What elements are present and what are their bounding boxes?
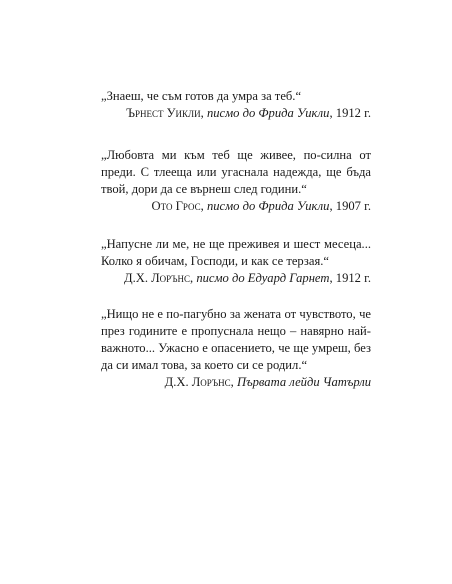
epigraph-attribution: Ото Грос, писмо до Фрида Уикли, 1907 г. (151, 199, 371, 213)
attribution-year: , 1912 г. (329, 106, 371, 120)
attribution-work: писмо до Фрида Уикли (206, 106, 330, 120)
attribution-author: Д.Х. Лорънс (164, 375, 231, 389)
epigraph-attribution: Д.Х. Лорънс, писмо до Едуард Гарнет, 1912 г. (123, 271, 371, 285)
epigraph-1 (101, 88, 371, 122)
epigraph-quote: „Любовта ми към теб ще живее, по-силна от преди. С тлееща или угаснала надежда, ще бъда твой, дори да се върнеш след години.“ (101, 148, 371, 196)
epigraph-attribution: Ърнест Уикли, писмо до Фрида Уикли, 1912 г. (126, 106, 371, 120)
attribution-author: Ърнест Уикли (126, 106, 201, 120)
epigraph-2 (101, 147, 371, 215)
attribution-work: Първата лейди Чатърли (236, 375, 371, 389)
attribution-work: писмо до Фрида Уикли (206, 199, 330, 213)
epigraph-3 (101, 236, 371, 287)
epigraph-quote: „Знаеш, че съм готов да умра за теб.“ (101, 89, 302, 103)
attribution-year: , 1907 г. (329, 199, 371, 213)
attribution-author: Ото Грос (151, 199, 201, 213)
epigraph-attribution: Д.Х. Лорънс, Първата лейди Чатърли (164, 375, 371, 389)
epigraph-quote: „Напусне ли ме, не ще преживея и шест месеца... Колко я обичам, Господи, и как се терзая.“ (101, 237, 371, 268)
attribution-author: Д.Х. Лорънс (123, 271, 191, 285)
epigraph-4 (101, 306, 371, 391)
epigraph-quote: „Нищо не е по-пагубно за жената от чувството, че през годините е пропуснала нещо – навярно най-важното... Ужасно е опасението, че ще умреш, без да си имал това, за което си се родил.“ (101, 307, 371, 372)
attribution-work: писмо до Едуард Гарнет (196, 271, 330, 285)
attribution-year: , 1912 г. (329, 271, 371, 285)
